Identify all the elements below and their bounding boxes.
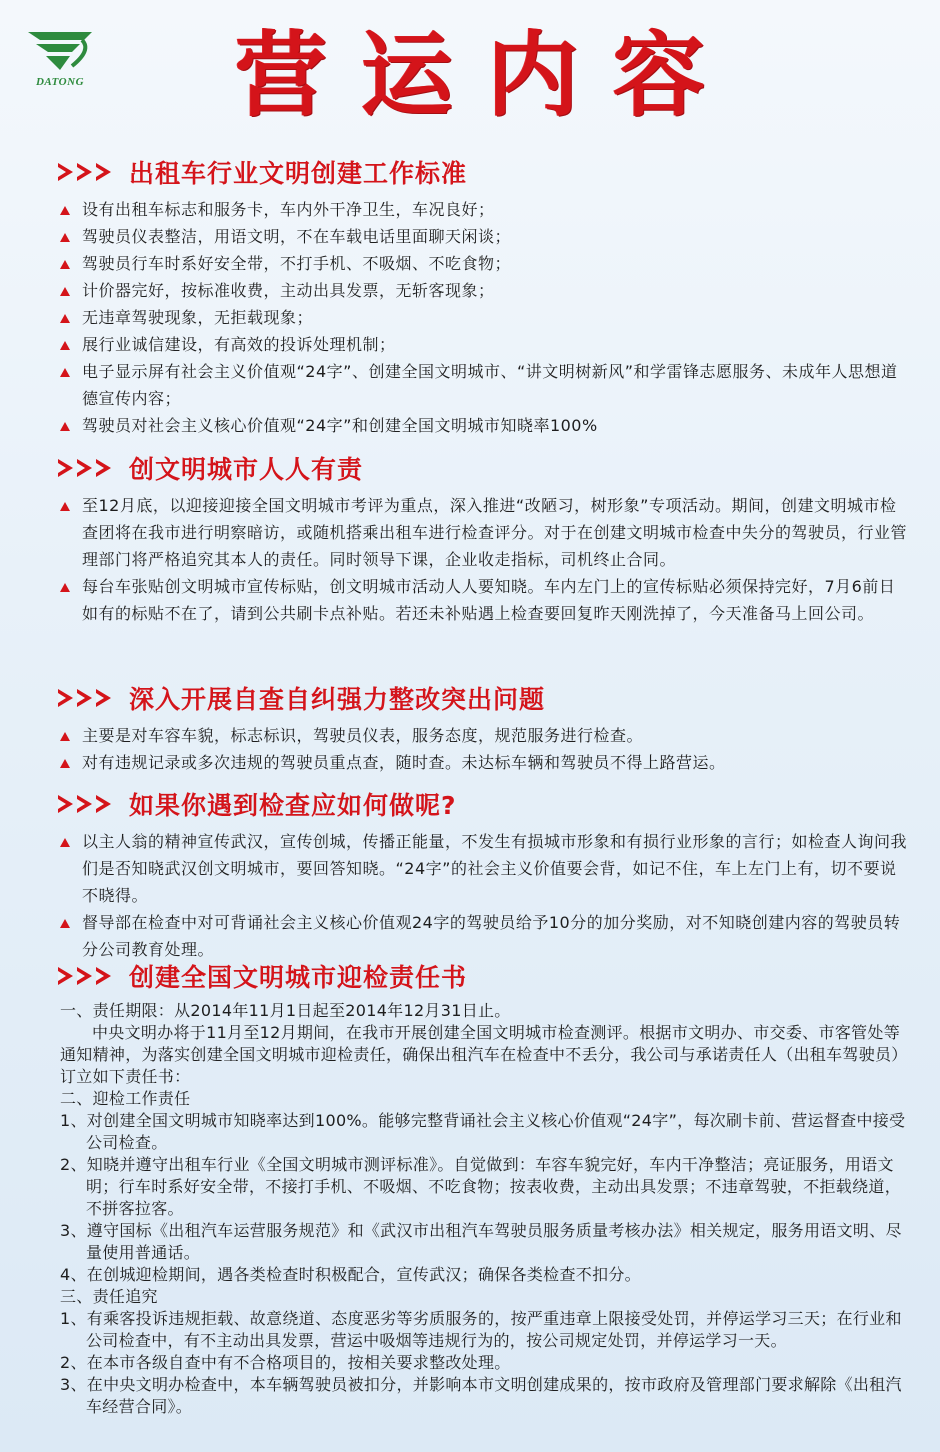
triple-arrow-icon <box>58 689 115 707</box>
list-item: 驾驶员对社会主义核心价值观“24字”和创建全国文明城市知晓率100% <box>58 412 910 439</box>
agreement-line: 三、责任追究 <box>60 1287 158 1306</box>
triangle-bullet-icon <box>60 260 70 269</box>
triple-arrow-icon <box>58 967 115 985</box>
section-heading <box>58 678 910 718</box>
agreement-line: 二、迎检工作责任 <box>60 1089 191 1108</box>
triangle-bullet-icon <box>60 206 70 215</box>
list-item: 主要是对车容车貌，标志标识，驾驶员仪表，服务态度，规范服务进行检查。 <box>58 722 910 749</box>
triangle-bullet-icon <box>60 314 70 323</box>
triple-arrow-icon <box>58 459 115 477</box>
page-title: 营运内容 <box>234 21 739 129</box>
section-heading <box>58 956 910 996</box>
section-heading-text: 创建全国文明城市迎检责任书 <box>129 963 468 992</box>
agreement-line: 一、责任期限：从2014年11月1日起至2014年12月31日止。 <box>60 1001 511 1020</box>
triangle-bullet-icon <box>60 919 70 928</box>
triangle-bullet-icon <box>60 341 70 350</box>
triangle-bullet-icon <box>60 759 70 768</box>
list-item: 展行业诚信建设，有高效的投诉处理机制； <box>58 331 910 358</box>
section-self-inspection <box>58 678 910 776</box>
list-item: 电子显示屏有社会主义价值观“24字”、创建全国文明城市、“讲文明树新风”和学雷锋志愿服务、未成年人思想道德宣传内容； <box>58 358 910 412</box>
section-heading <box>58 784 910 824</box>
list-item: 督导部在检查中对可背诵社会主义核心价值观24字的驾驶员给予10分的加分奖励，对不知晓创建内容的驾驶员转分公司教育处理。 <box>58 909 910 963</box>
triangle-bullet-icon <box>60 502 70 511</box>
triangle-bullet-icon <box>60 732 70 741</box>
list-item: 至12月底，以迎接迎接全国文明城市考评为重点，深入推进“改陋习，树形象”专项活动。期间，创建文明城市检查团将在我市进行明察暗访，或随机搭乘出租车进行检查评分。对于在创建文明城市检查中失分的驾驶员，行业管理部门将严格追究其本人的责任。同时领导下课，企业收走指标，司机终止合同。 <box>58 492 910 573</box>
triangle-bullet-icon <box>60 368 70 377</box>
section-responsibility-letter <box>58 956 910 996</box>
section-heading <box>58 152 910 192</box>
responsibility-agreement <box>60 1000 912 1418</box>
agreement-item: 3、遵守国标《出租汽车运营服务规范》和《武汉市出租汽车驾驶员服务质量考核办法》相关规定，服务用语文明、尽量使用普通话。 <box>60 1221 902 1262</box>
list-item: 驾驶员行车时系好安全带，不打手机、不吸烟、不吃食物； <box>58 250 910 277</box>
section-heading-text: 深入开展自查自纠强力整改突出问题 <box>129 685 546 714</box>
list-item: 计价器完好，按标准收费，主动出具发票，无斩客现象； <box>58 277 910 304</box>
agreement-item: 2、知晓并遵守出租车行业《全国文明城市测评标准》。自觉做到：车容车貌完好，车内干净整洁；亮证服务，用语文明；行车时系好安全带，不接打手机、不吸烟、不吃食物；按表收费，主动出具发票；不违章驾驶，不拒载绕道，不拼客拉客。 <box>60 1155 902 1218</box>
agreement-item: 1、对创建全国文明城市知晓率达到100%。能够完整背诵社会主义核心价值观“24字”，每次刷卡前、营运督查中接受公司检查。 <box>60 1111 906 1152</box>
agreement-paragraph: 中央文明办将于11月至12月期间，在我市开展创建全国文明城市检查测评。根据市文明办、市交委、市客管处等通知精神，为落实创建全国文明城市迎检责任，确保出租汽车在检查中不丢分，我公司与承诺责任人（出租车驾驶员）订立如下责任书： <box>60 1023 908 1086</box>
section-everyone-responsible <box>58 448 910 627</box>
agreement-item: 1、有乘客投诉违规拒载、故意绕道、态度恶劣等劣质服务的，按严重违章上限接受处罚，并停运学习三天；在行业和公司检查中，有不主动出具发票，营运中吸烟等违规行为的，按公司规定处罚，并停运学习一天。 <box>60 1309 902 1350</box>
triangle-bullet-icon <box>60 838 70 847</box>
list-item: 驾驶员仪表整洁，用语文明，不在车载电话里面聊天闲谈； <box>58 223 910 250</box>
agreement-item: 3、在中央文明办检查中，本车辆驾驶员被扣分，并影响本市文明创建成果的，按市政府及管理部门要求解除《出租汽车经营合同》。 <box>60 1375 902 1416</box>
section-inspection-response <box>58 784 910 963</box>
section-heading-text: 如果你遇到检查应如何做呢? <box>129 791 457 820</box>
section-heading-text: 创文明城市人人有责 <box>129 455 364 484</box>
triangle-bullet-icon <box>60 422 70 431</box>
agreement-item: 2、在本市各级自查中有不合格项目的，按相关要求整改处理。 <box>60 1353 511 1372</box>
logo-text: DATONG <box>35 76 85 88</box>
triangle-bullet-icon <box>60 233 70 242</box>
triangle-bullet-icon <box>60 287 70 296</box>
agreement-item: 4、在创城迎检期间，遇各类检查时积极配合，宣传武汉；确保各类检查不扣分。 <box>60 1265 641 1284</box>
triple-arrow-icon <box>58 795 115 813</box>
section-heading <box>58 448 910 488</box>
section-civilized-standards <box>58 152 910 439</box>
triple-arrow-icon <box>58 163 115 181</box>
triangle-bullet-icon <box>60 583 70 592</box>
section-heading-text: 出租车行业文明创建工作标准 <box>129 159 468 188</box>
list-item: 无违章驾驶现象，无拒载现象； <box>58 304 910 331</box>
list-item: 对有违规记录或多次违规的驾驶员重点查，随时查。未达标车辆和驾驶员不得上路营运。 <box>58 749 910 776</box>
list-item: 设有出租车标志和服务卡，车内外干净卫生，车况良好； <box>58 196 910 223</box>
list-item: 以主人翁的精神宣传武汉，宣传创城，传播正能量，不发生有损城市形象和有损行业形象的言行；如检查人询问我们是否知晓武汉创文明城市，要回答知晓。“24字”的社会主义价值要会背，如记不住，车上左门上有，切不要说不晓得。 <box>58 828 910 909</box>
list-item: 每台车张贴创文明城市宣传标贴，创文明城市活动人人要知晓。车内左门上的宣传标贴必须保持完好，7月6前日如有的标贴不在了，请到公共刷卡点补贴。若还未补贴遇上检查要回复昨天刚洗掉了，今天准备马上回公司。 <box>58 573 910 627</box>
